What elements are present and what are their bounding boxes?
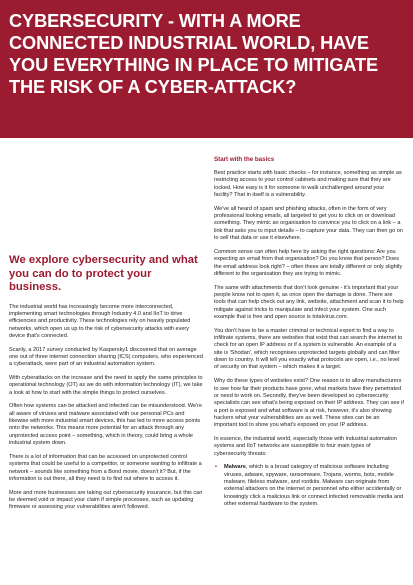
left-paragraph-5: There is a lot of information that can be accessed on unprotected control systems that could be useful to a competitor, or someone wanting to infiltrate a network – sounds like something from a Bond movie, doesn't it? But, if the information is out there, all they need is to find out where to access it. (9, 453, 202, 482)
threat-description: , which is a broad category of malicious software including viruses, adware, spyware, ransomware, Trojans, worms, bots, mobile malware, fileless malware, and rootkits. Malware can originate from external attackers on the internet or personnel who either accidentally or knowingly click a malicious link or connect infected removable media and other external hardware to the system. (224, 464, 404, 508)
left-paragraph-2: Scarily, a 2017 survey conducted by Kaspersky1 discovered that on average one out of three internet connection sharing (ICS) computers, who experienced a cyberattack, were part of an industrial automation system. (9, 346, 203, 368)
right-column (214, 156, 404, 508)
page-title: CYBERSECURITY - WITH A MORE CONNECTED INDUSTRIAL WORLD, HAVE YOU EVERYTHING IN PLACE TO MITIGATE THE RISK OF A CYBER-ATTACK? (9, 11, 379, 97)
left-column (9, 254, 204, 518)
threat-list (214, 464, 404, 508)
threat-term: Malware (224, 464, 246, 471)
right-paragraph-6: Why do these types of websites exist? One reason is to allow manufacturers to see how far their products have gone, what markets have they penetrated or need to work on. Secondly, they've been developed so cybersecurity specialists can see what's being exposed on their IP address. They can see if a port is exposed and what software is at risk, however, it's also showing hackers what your vulnerabilities are as well. These sites can be an important tool to show you what's exposed on your IP address. (214, 378, 404, 429)
left-paragraph-3: With cyberattacks on the increase and the need to apply the same principles to operational technology (OT) as we do with information technology (IT), we take a look at how to start with the simple things to protect ourselves. (9, 375, 203, 396)
right-paragraph-1: Best practice starts with basic checks – for instance, something as simple as restricting access to your control cabinets and making sure that they are locked. How easy is it for someone to walk unchallenged around your facility? That in itself is a vulnerability. (214, 170, 402, 199)
title-banner (0, 0, 413, 138)
right-paragraph-5: You don't have to be a master criminal or technical expert to find a way to infiltrate systems, there are websites that exist that can search the internet to check for an open IP address or if a system is vulnerable. An example of a site is 'Shodan', which recognises unprotected targets globally and can filter down to country. It will tell you exactly what protocols are open, i.e., no level of security on that system – which makes it a target. (214, 327, 403, 371)
left-paragraph-4: Often how systems can be attacked and infected can be misunderstood. We're all aware of viruses and malware associated with our personal PCs and likewise with more industrial smart devices, this has led to more access points onto the networks. This means more potential for an attack through any unprotected access point – something, which in theory, could bring a whole industrial system down. (9, 403, 203, 447)
right-paragraph-4: The same with attachments that don't look genuine - it's important that your people know not to open it, as once open the damage is done. There are tools that can help check out any link, website, attachment and scan it to help mitigate against tricks to manipulate and infect your system. One such example that is free and open source is totalvirus.com. (214, 284, 404, 321)
left-paragraph-6: More and more businesses are taking out cybersecurity insurance, but this can be deemed void or impact your claim if simple processes, such as updating firmware or assessing your vulnerabilities aren't followed. (9, 489, 203, 511)
bullet-icon: • (215, 464, 217, 471)
section-heading-basics: Start with the basics (214, 156, 275, 163)
right-paragraph-3: Common sense can often help here by asking the right questions: Are you expecting an email from that organisation? Do you know that person? Does the email address look right? – often these are totally different or only slightly different to the organisation they are trying to mimic. (214, 248, 403, 277)
list-item (214, 464, 404, 508)
right-paragraph-7: In essence, the industrial world, especially those with industrial automation systems and IIoT networks are susceptible to four main types of cybersecurity threats: (214, 436, 397, 457)
left-paragraph-1: The industrial world has increasingly become more interconnected, implementing smart technologies through Industry 4.0 and IIoT to drive efficiencies and productivity. These technologies rely on heavily populated networks, which open us up to the risk of cybersecurity attacks with every device that's connected. (9, 303, 191, 339)
right-paragraph-2: We've all heard of spam and phishing attacks, often in the form of very professional looking emails, all targeted to get you to click on or download something. They mimic an organisation to convince you to click on a link – a link that asks you to input details – to capture your data. They can then go on to sell that data or use it elsewhere. (214, 205, 403, 242)
intro-subheading: We explore cybersecurity and what you can do to protect your business. (9, 254, 198, 293)
